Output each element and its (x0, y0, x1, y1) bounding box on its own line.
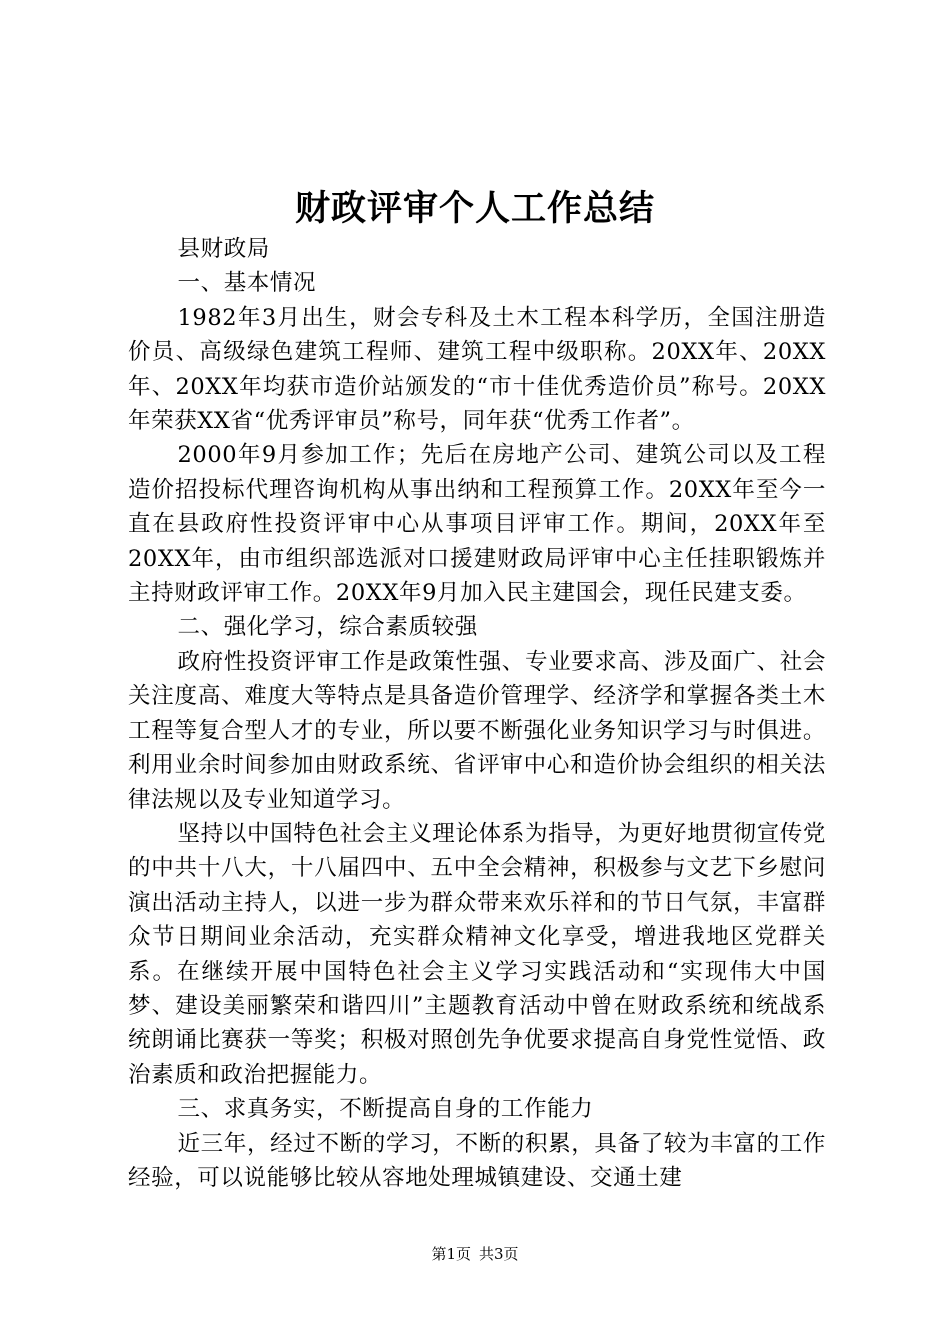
page-number: 第1页 (431, 1245, 471, 1263)
section-heading-work-ability: 三、求真务实，不断提高自身的工作能力 (177, 1096, 594, 1123)
section-heading-basic-info: 一、基本情况 (177, 270, 317, 297)
paragraph-work-history: 2000年9月参加工作；先后在房地产公司、建筑公司以及工程造价招投标代理咨询机构从事出纳和工程预算工作。20XX年至今一直在县政府性投资评审中心从事项目评审工作。期间，20XX年至20XX年，由市组织部选派对口援建财政局评审中心主任挂职锻炼并主持财政评审工作。20XX年9月加入民主建国会，现任民建支委。 (128, 442, 826, 607)
document-body (128, 232, 826, 1195)
paragraph-political-study: 坚持以中国特色社会主义理论体系为指导，为更好地贯彻宣传党的中共十八大，十八届四中、五中全会精神，积极参与文艺下乡慰问演出活动主持人，以进一步为群众带来欢乐祥和的节日气氛，丰富群众节日期间业余活动，充实群众精神文化享受，增进我地区党群关系。在继续开展中国特色社会主义学习实践活动和“实现伟大中国梦、建设美丽繁荣和谐四川”主题教育活动中曾在财政系统和统战系统朗诵比赛获一等奖；积极对照创先争优要求提高自身党性觉悟、政治素质和政治把握能力。 (128, 820, 826, 1088)
page-total: 共3页 (479, 1245, 519, 1263)
section-heading-learning: 二、强化学习，综合素质较强 (177, 614, 478, 641)
paragraph-background: 1982年3月出生，财会专科及土木工程本科学历，全国注册造价员、高级绿色建筑工程师、建筑工程中级职称。20XX年、20XX年、20XX年均获市造价站颁发的“市十佳优秀造价员”称号。20XX年荣获XX省“优秀评审员”称号，同年获“优秀工作者”。 (128, 304, 826, 435)
page-footer (0, 1244, 950, 1264)
document-title: 财政评审个人工作总结 (294, 188, 655, 229)
paragraph-experience: 近三年，经过不断的学习，不断的积累，具备了较为丰富的工作经验，可以说能够比较从容地处理城镇建设、交通土建 (128, 1130, 826, 1191)
paragraph-learning: 政府性投资评审工作是政策性强、专业要求高、涉及面广、社会关注度高、难度大等特点是具备造价管理学、经济学和掌握各类土木工程等复合型人才的专业，所以要不断强化业务知识学习与时俱进。利用业余时间参加由财政系统、省评审中心和造价协会组织的相关法律法规以及专业知道学习。 (128, 648, 826, 813)
addressee-line: 县财政局 (177, 236, 270, 262)
